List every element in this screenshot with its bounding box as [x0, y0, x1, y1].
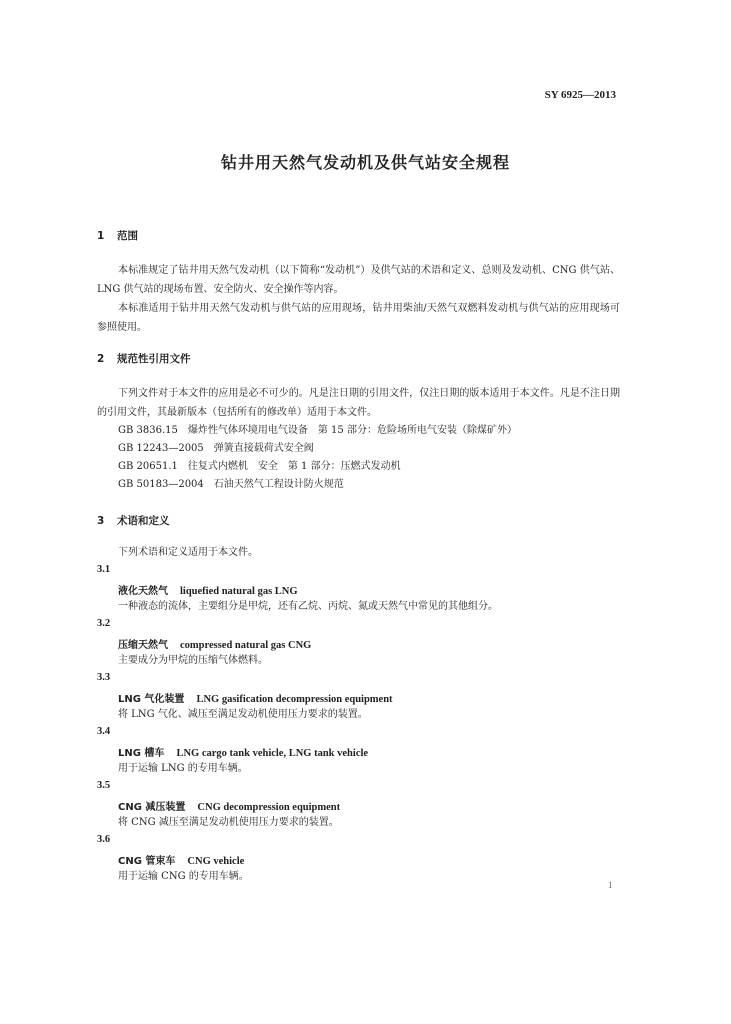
section-number: 1	[97, 230, 105, 242]
page-number: 1	[608, 880, 613, 890]
term-english: CNG decompression equipment	[197, 802, 341, 813]
clause-number: 3.5	[97, 780, 111, 791]
clause-number: 3.3	[97, 672, 111, 683]
term-chinese: CNG 管束车	[118, 856, 176, 867]
reference-item: GB 12243—2005 弹簧直接载荷式安全阀	[118, 443, 314, 454]
document-title: 钻井用天然气发动机及供气站安全规程	[220, 153, 510, 172]
term-chinese: LNG 气化装置	[118, 694, 185, 705]
section-title: 范围	[117, 230, 138, 242]
references-intro: 下列文件对于本文件的应用是必不可少的。凡是注日期的引用文件，仅注日期的版本适用于本文件。凡是不注日期的引用文件，其最新版本（包括所有的修改单）适用于本文件。	[97, 388, 620, 418]
clause-number: 3.2	[97, 618, 111, 629]
term-entry	[118, 744, 368, 759]
section-number: 3	[97, 515, 105, 527]
scope-paragraph-1: 本标准规定了钻井用天然气发动机（以下简称“发动机”）及供气站的术语和定义、总则及发动机、CNG 供气站、LNG 供气站的现场布置、安全防火、安全操作等内容。	[97, 265, 620, 295]
term-english: LNG cargo tank vehicle, LNG tank vehicle	[176, 748, 369, 759]
section-heading-terms	[97, 513, 170, 528]
clause-number: 3.4	[97, 726, 111, 737]
reference-item: GB 3836.15 爆炸性气体环境用电气设备 第 15 部分：危险场所电气安装（除煤矿外）	[118, 425, 517, 436]
term-entry	[118, 852, 244, 867]
term-definition: 将 CNG 减压至满足发动机使用压力要求的装置。	[118, 817, 339, 828]
clause-number: 3.1	[97, 564, 111, 575]
term-english: liquefied natural gas LNG	[180, 586, 298, 597]
term-english: CNG vehicle	[187, 856, 245, 867]
term-definition: 用于运输 LNG 的专用车辆。	[118, 763, 248, 774]
term-definition: 主要成分为甲烷的压缩气体燃料。	[118, 655, 268, 666]
section-heading-references	[97, 351, 191, 366]
section-title: 术语和定义	[117, 515, 170, 527]
term-english: compressed natural gas CNG	[180, 640, 312, 651]
section-heading-scope	[97, 228, 138, 243]
reference-item: GB 20651.1 往复式内燃机 安全 第 1 部分：压燃式发动机	[118, 461, 401, 472]
term-entry	[118, 636, 311, 651]
clause-number: 3.6	[97, 834, 111, 845]
term-english: LNG gasification decompression equipment	[196, 694, 393, 705]
terms-intro: 下列术语和定义适用于本文件。	[118, 547, 258, 558]
term-chinese: CNG 减压装置	[118, 802, 186, 813]
term-definition: 用于运输 CNG 的专用车辆。	[118, 871, 249, 882]
section-number: 2	[97, 353, 105, 365]
reference-item: GB 50183—2004 石油天然气工程设计防火规范	[118, 479, 344, 490]
term-entry	[118, 582, 298, 597]
term-chinese: 压缩天然气	[118, 640, 168, 651]
term-definition: 一种液态的流体，主要组分是甲烷，还有乙烷、丙烷、氮或天然气中常见的其他组分。	[118, 601, 498, 612]
standard-number: SY 6925—2013	[544, 89, 616, 101]
term-entry	[118, 798, 340, 813]
scope-paragraph-2: 本标准适用于钻井用天然气发动机与供气站的应用现场，钻井用柴油/天然气双燃料发动机与供气站的应用现场可参照使用。	[97, 303, 620, 333]
section-title: 规范性引用文件	[117, 353, 191, 365]
term-entry	[118, 690, 393, 705]
term-chinese: LNG 槽车	[118, 748, 165, 759]
term-chinese: 液化天然气	[118, 586, 168, 597]
term-definition: 将 LNG 气化、减压至满足发动机使用压力要求的装置。	[118, 709, 368, 720]
